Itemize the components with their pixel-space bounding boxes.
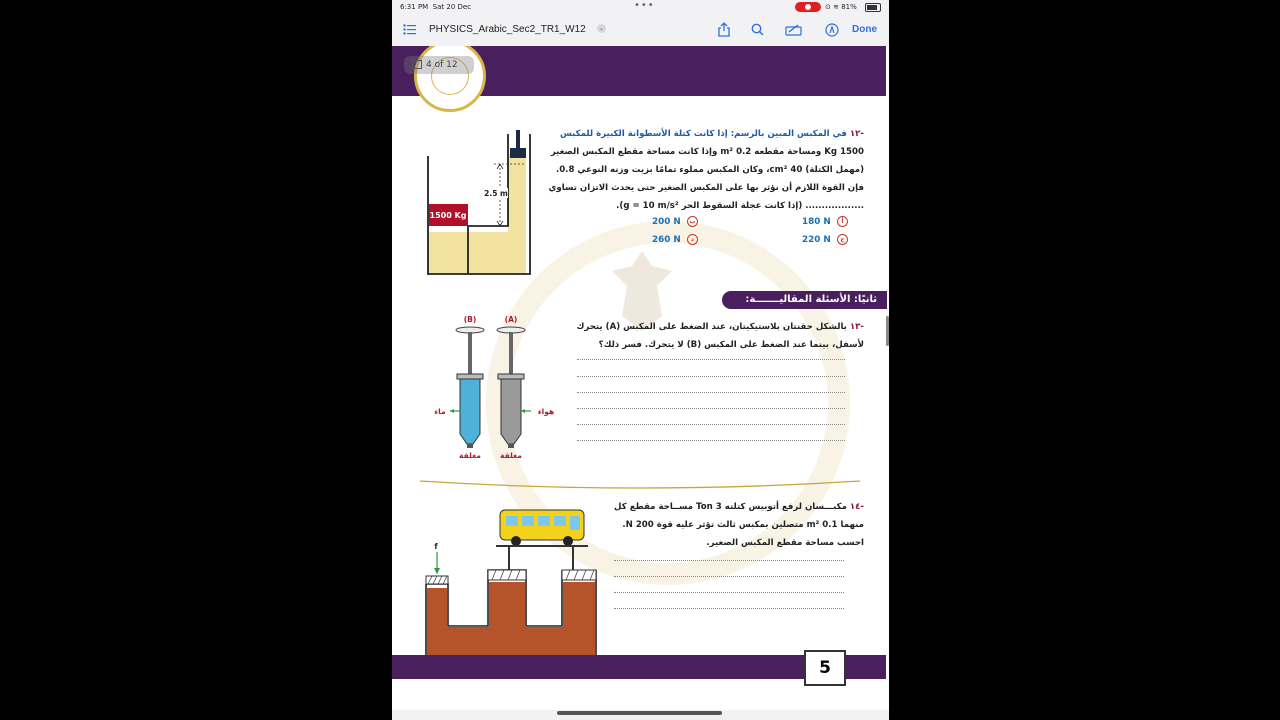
ipad-screen	[392, 0, 889, 720]
q12-text: -١٢ في المكبس المبين بالرسم: إذا كانت كتلة الأسطوانة الكبيرة للمكبس 1500 Kg ومساحة مقطعه 0.2 m² وإذا كانت مساحة مقطع المكبس الصغير (مهمل الكتلة) 40 cm²، وكان المكبس مملوء تمامًا بزيت وزنه النوعي 0.8. فإن القوة اللازم أن نؤثر بها على المكبس الصغير حتى يحدث الاتزان تساوي .................. (إذا كانت عجلة السقوط الحر g = 10 m/s²).	[548, 129, 864, 211]
answer-line[interactable]	[614, 560, 844, 561]
answer-line[interactable]	[614, 576, 844, 577]
label-a: (A)	[504, 315, 518, 324]
q14-bus-lift-figure	[422, 504, 604, 662]
page-number: 5	[804, 650, 846, 686]
list-icon[interactable]	[403, 24, 416, 35]
battery-icon	[865, 3, 881, 12]
answer-line[interactable]	[577, 376, 845, 377]
q13-text: -١٣ بالشكل حقنتان بلاستيكيتان، عند الضغط على المكبس (A) يتحرك لأسفل، بينما عند الضغط على المكبس (B) لا يتحرك. فسر ذلك؟	[576, 322, 864, 350]
force-label: f	[434, 542, 438, 551]
answer-line[interactable]	[577, 408, 845, 409]
home-indicator[interactable]	[557, 711, 722, 715]
status-time: 6:31 PM Sat 20 Dec	[400, 3, 472, 11]
closed-label-b: مغلقة	[459, 451, 481, 460]
q13-syringes-figure	[428, 314, 568, 460]
markup-icon[interactable]	[785, 23, 802, 36]
q12-option-a[interactable]: 180 N أ	[802, 216, 848, 227]
page-indicator[interactable]: 4 of 12	[404, 56, 474, 74]
toolbar	[392, 14, 889, 46]
screen-record-icon[interactable]	[795, 2, 821, 12]
q12-number: -١٢	[849, 129, 864, 139]
section-title-banner: ثانيًا: الأسئلة المقاليـــــــة:	[722, 291, 887, 309]
answer-line[interactable]	[614, 592, 844, 593]
height-label: 2.5 m	[484, 189, 508, 198]
q12-option-d[interactable]: 260 N د	[652, 234, 698, 245]
answer-line[interactable]	[577, 424, 845, 425]
answer-line[interactable]	[577, 440, 845, 441]
label-b: (B)	[463, 315, 477, 324]
q13-number: -١٣	[849, 322, 864, 332]
done-button[interactable]: Done	[852, 24, 877, 35]
share-icon[interactable]	[718, 22, 730, 37]
answer-line[interactable]	[577, 359, 845, 360]
scrollbar[interactable]	[886, 316, 889, 346]
divider-curve	[420, 479, 860, 489]
answer-line[interactable]	[614, 608, 844, 609]
chevron-down-icon[interactable]: ⌄	[598, 25, 605, 32]
mass-label: 1500 Kg	[429, 211, 467, 220]
search-icon[interactable]	[751, 23, 764, 36]
q12-piston-figure	[422, 130, 534, 278]
q14-text: -١٤ مكبـــسان لرفع أتوبيس كتلته 3 Ton مســاحة مقطع كل منهما 0.1 m² متصلين بمكبس ثالث تؤثر عليه قوة 200 N. احسب مساحة مقطع المكبس الصغير.	[614, 502, 864, 548]
pdf-page[interactable]	[392, 46, 889, 710]
document-title[interactable]: PHYSICS_Arabic_Sec2_TR1_W12	[429, 24, 586, 35]
answer-line[interactable]	[577, 392, 845, 393]
q14-number: -١٤	[849, 502, 864, 512]
pen-icon[interactable]	[825, 23, 839, 37]
closed-label-a: مغلقة	[500, 451, 522, 460]
water-label: ماء	[434, 407, 446, 416]
status-bar	[392, 0, 889, 14]
battery-percent: ⊙ ≋ 81%	[825, 3, 857, 11]
multitask-dots-icon[interactable]: •••	[634, 0, 655, 11]
air-label: هواء	[537, 407, 555, 416]
page-icon	[412, 60, 422, 69]
q12-option-b[interactable]: 200 N ب	[652, 216, 698, 227]
q12-option-c[interactable]: 220 N ج	[802, 234, 848, 245]
